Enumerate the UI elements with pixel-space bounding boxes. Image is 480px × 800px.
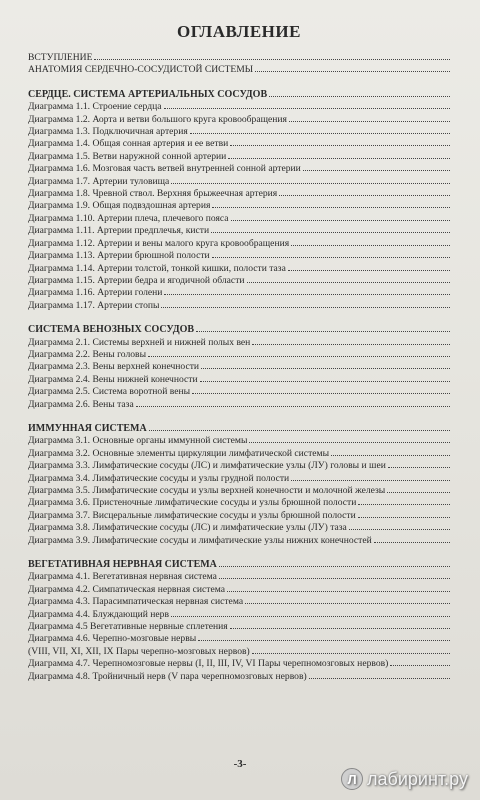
toc-entry xyxy=(28,287,450,299)
toc-entry xyxy=(28,176,450,188)
leader-dots xyxy=(289,121,450,122)
toc-entry-text: Диаграмма 2.2. Вены головы xyxy=(28,348,147,360)
toc-entry xyxy=(28,571,450,583)
leader-dots xyxy=(148,356,450,357)
toc-entry-text: Диаграмма 1.1. Строение сердца xyxy=(28,101,162,113)
toc-entry-text: Диаграмма 4.7. Черепномозговые нервы (I, II, III, IV, VI Пары черепномозговых нервов) xyxy=(28,658,389,670)
section-header-text: ВЕГЕТАТИВНАЯ НЕРВНАЯ СИСТЕМА xyxy=(28,559,217,571)
toc-entry xyxy=(28,114,450,126)
watermark-text: лабиринт.ру xyxy=(367,768,468,789)
toc-entry-text: Диаграмма 4.4. Блуждающий нерв xyxy=(28,608,169,620)
toc-entry xyxy=(28,138,450,150)
section-header xyxy=(28,423,450,435)
toc-entry xyxy=(28,584,450,596)
leader-dots xyxy=(252,653,450,654)
leader-dots xyxy=(374,542,450,543)
toc-entry-text: Диаграмма 4.1. Вегетативная нервная система xyxy=(28,571,217,583)
toc-entry-text: Диаграмма 1.10. Артерии плеча, плечевого пояса xyxy=(28,212,229,224)
toc-entry xyxy=(28,238,450,250)
toc-entry xyxy=(28,596,450,608)
leader-dots xyxy=(161,307,450,308)
toc-entry xyxy=(28,621,450,633)
leader-dots xyxy=(303,170,450,171)
intro-block xyxy=(28,52,450,77)
leader-dots xyxy=(219,566,450,567)
page-title: ОГЛАВЛЕНИЕ xyxy=(177,22,301,41)
leader-dots xyxy=(200,381,450,382)
toc-entry xyxy=(28,522,450,534)
toc-entry xyxy=(28,52,450,64)
toc-entry xyxy=(28,510,450,522)
leader-dots xyxy=(190,133,450,134)
leader-dots xyxy=(230,628,450,629)
toc-entry-text: Диаграмма 1.12. Артерии и вены малого круга кровообращения xyxy=(28,237,290,249)
toc-entry-text: Диаграмма 2.4. Вены нижней конечности xyxy=(28,373,198,385)
leader-dots xyxy=(255,71,450,72)
toc-entry xyxy=(28,399,450,411)
leader-dots xyxy=(228,158,450,159)
section-header-text: ИММУННАЯ СИСТЕМА xyxy=(28,422,147,434)
toc-entry-text: Диаграмма 4.2. Симпатическая нервная система xyxy=(28,583,225,595)
toc-entry xyxy=(28,213,450,225)
page-number: -3- xyxy=(233,758,247,770)
toc-entry xyxy=(28,263,450,275)
toc-entry xyxy=(28,435,450,447)
toc-entry-text: Диаграмма 1.17. Артерии стопы xyxy=(28,299,160,311)
leader-dots xyxy=(245,603,450,604)
leader-dots xyxy=(309,678,450,679)
toc-entry xyxy=(28,64,450,76)
toc-entry-text: Диаграмма 2.3. Вены верхней конечности xyxy=(28,361,200,373)
leader-dots xyxy=(171,183,450,184)
toc-entry xyxy=(28,163,450,175)
toc-entry-text: Диаграмма 1.16. Артерии голени xyxy=(28,287,163,299)
leader-dots xyxy=(212,257,450,258)
leader-dots xyxy=(387,492,450,493)
toc-entry xyxy=(28,275,450,287)
toc-entry xyxy=(28,658,450,670)
toc-entry-text: ВСТУПЛЕНИЕ xyxy=(28,52,93,63)
toc-entry-text: Диаграмма 3.9. Лимфатические сосуды и лимфатические узлы нижних конечностей xyxy=(28,534,372,546)
toc-entry-text: Диаграмма 2.1. Системы верхней и нижней полых вен xyxy=(28,336,251,348)
toc-entry xyxy=(28,361,450,373)
toc-entry xyxy=(28,300,450,312)
toc-entry-text: Диаграмма 3.7. Висцеральные лимфатические сосуды и узлы брюшной полости xyxy=(28,509,356,521)
toc-entry xyxy=(28,609,450,621)
toc-entry xyxy=(28,646,450,658)
toc-entry xyxy=(28,460,450,472)
toc-entry xyxy=(28,633,450,645)
leader-dots xyxy=(196,331,450,332)
toc-entry xyxy=(28,473,450,485)
leader-dots xyxy=(219,578,450,579)
leader-dots xyxy=(212,207,450,208)
toc-entry-text: Диаграмма 1.11. Артерии предплечья, кисти xyxy=(28,225,210,237)
toc-entry-text: Диаграмма 4.6. Черепно-мозговые нервы xyxy=(28,633,197,645)
watermark xyxy=(341,768,468,790)
section-header xyxy=(28,89,450,101)
leader-dots xyxy=(291,480,450,481)
toc-entry-text: Диаграмма 1.5. Ветви наружной сонной артерии xyxy=(28,150,227,162)
toc-entry xyxy=(28,485,450,497)
leader-dots xyxy=(291,245,450,246)
toc-entry-text: Диаграмма 3.6. Пристеночные лимфатические сосуды и узлы брюшной полости xyxy=(28,497,357,509)
toc-entry xyxy=(28,126,450,138)
leader-dots xyxy=(171,616,450,617)
leader-dots xyxy=(390,665,450,666)
toc-entry-text: Диаграмма 3.8. Лимфатические сосуды (ЛС) и лимфатические узлы (ЛУ) таза xyxy=(28,522,347,534)
section-gap xyxy=(28,547,450,559)
toc-entry-text: Диаграмма 4.5 Вегетативные нервные сплетения xyxy=(28,621,228,633)
toc-entry-text: Диаграмма 4.8. Тройничный нерв (V пара черепномозговых нервов) xyxy=(28,670,307,682)
leader-dots xyxy=(269,96,450,97)
leader-dots xyxy=(231,220,450,221)
leader-dots xyxy=(227,591,450,592)
toc-sections xyxy=(28,77,450,683)
leader-dots xyxy=(349,529,450,530)
section-gap xyxy=(28,411,450,423)
toc-entry-text: Диаграмма 1.15. Артерии бедра и ягодичной области xyxy=(28,274,245,286)
toc-entry-text: Диаграмма 1.6. Мозговая часть ветвей внутренней сонной артерии xyxy=(28,163,301,175)
toc-entry xyxy=(28,349,450,361)
section-gap xyxy=(28,312,450,324)
toc-entry-text: Диаграмма 4.3. Парасимпатическая нервная система xyxy=(28,596,244,608)
section-header xyxy=(28,559,450,571)
leader-dots xyxy=(198,640,450,641)
section-gap xyxy=(28,77,450,89)
leader-dots xyxy=(136,406,450,407)
leader-dots xyxy=(192,393,450,394)
leader-dots xyxy=(288,270,450,271)
leader-dots xyxy=(279,195,450,196)
toc-entry xyxy=(28,497,450,509)
toc-entry-text: (VIII, VII, XI, XII, IX Пары черепно-мозговых нервов) xyxy=(28,645,250,657)
toc-entry xyxy=(28,671,450,683)
toc-entry xyxy=(28,151,450,163)
toc-entry xyxy=(28,386,450,398)
leader-dots xyxy=(149,430,450,431)
leader-dots xyxy=(230,145,450,146)
section-header-text: СИСТЕМА ВЕНОЗНЫХ СОСУДОВ xyxy=(28,324,195,336)
toc-entry xyxy=(28,101,450,113)
leader-dots xyxy=(247,282,450,283)
toc-entry-text: Диаграмма 1.2. Аорта и ветви большого круга кровообращения xyxy=(28,113,287,125)
toc-entry-text: Диаграмма 3.5. Лимфатические сосуды и узлы верхней конечности и молочной железы xyxy=(28,485,386,496)
leader-dots xyxy=(252,344,450,345)
toc-entry xyxy=(28,337,450,349)
leader-dots xyxy=(164,294,450,295)
toc-entry-text: Диаграмма 3.4. Лимфатические сосуды и узлы грудной полости xyxy=(28,472,290,484)
leader-dots xyxy=(164,108,450,109)
toc-entry-text: Диаграмма 3.3. Лимфатические сосуды (ЛС) и лимфатические узлы (ЛУ) головы и шеи xyxy=(28,460,386,472)
toc-entry-text: Диаграмма 1.9. Общая подвздошная артерия xyxy=(28,200,211,212)
toc-entry xyxy=(28,535,450,547)
leader-dots xyxy=(358,517,450,518)
leader-dots xyxy=(94,59,450,60)
toc-entry-text: Диаграмма 3.1. Основные органы иммунной системы xyxy=(28,435,248,447)
toc-entry xyxy=(28,250,450,262)
toc-entry xyxy=(28,225,450,237)
toc-entry xyxy=(28,188,450,200)
section-header-text: СЕРДЦЕ. СИСТЕМА АРТЕРИАЛЬНЫХ СОСУДОВ xyxy=(28,88,268,100)
labirint-logo-icon: Л xyxy=(341,768,363,790)
leader-dots xyxy=(249,442,450,443)
leader-dots xyxy=(201,368,450,369)
leader-dots xyxy=(358,504,450,505)
toc-entry-text: Диаграмма 2.6. Вены таза xyxy=(28,398,134,410)
toc-entry-text: Диаграмма 1.14. Артерии толстой, тонкой кишки, полости таза xyxy=(28,262,286,274)
toc-entry-text: Диаграмма 2.5. Система воротной вены xyxy=(28,386,191,398)
toc-entry-text: Диаграмма 1.4. Общая сонная артерия и ее ветви xyxy=(28,138,229,150)
leader-dots xyxy=(388,467,450,468)
toc-entry-text: Диаграмма 1.7. Артерии туловища xyxy=(28,175,170,187)
toc-entry-text: Диаграмма 1.3. Подключичная артерия xyxy=(28,126,188,138)
toc-entry xyxy=(28,374,450,386)
leader-dots xyxy=(331,455,450,456)
section-header xyxy=(28,324,450,336)
toc-entry-text: Диаграмма 1.8. Чревной ствол. Верхняя брыжеечная артерия xyxy=(28,188,278,200)
toc-entry-text: Диаграмма 3.2. Основные элементы циркуляции лимфатической системы xyxy=(28,447,330,459)
leader-dots xyxy=(211,232,450,233)
toc-entry xyxy=(28,200,450,212)
toc-entry-text: АНАТОМИЯ СЕРДЕЧНО-СОСУДИСТОЙ СИСТЕМЫ xyxy=(28,64,254,76)
toc-entry xyxy=(28,448,450,460)
toc-entry-text: Диаграмма 1.13. Артерии брюшной полости xyxy=(28,250,210,262)
